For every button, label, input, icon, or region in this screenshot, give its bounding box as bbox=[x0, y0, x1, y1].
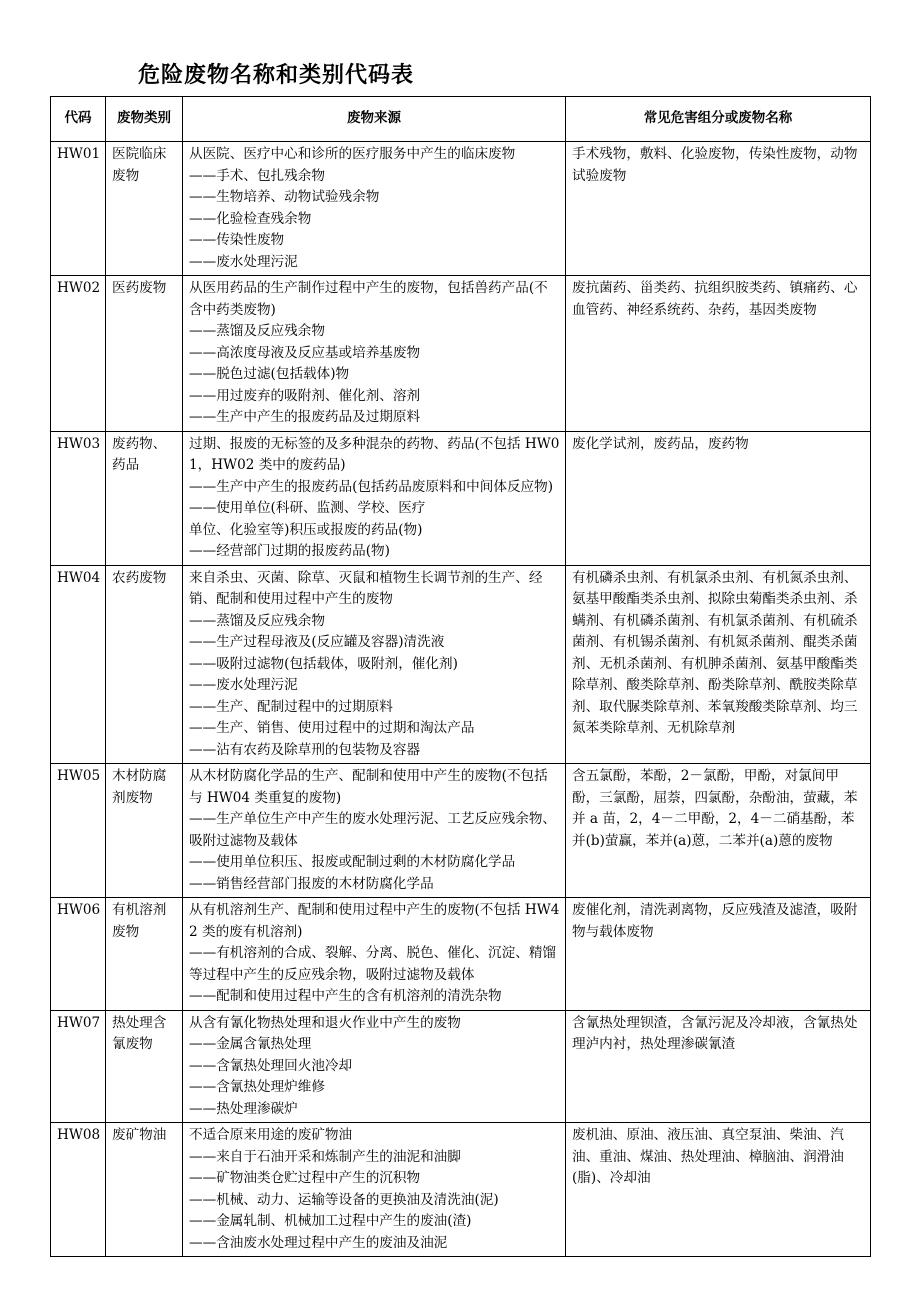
table-row bbox=[51, 142, 871, 276]
source-line: ——生产单位生产中产生的废水处理污泥、工艺反应残余物、吸附过滤物及载体 bbox=[189, 811, 557, 849]
source-line: 来自杀虫、灭菌、除草、灭鼠和植物生长调节剂的生产、经销、配制和使用过程中产生的废物 bbox=[189, 569, 543, 607]
source-line: ——蒸馏及反应残余物 bbox=[189, 612, 325, 629]
table-row bbox=[51, 565, 871, 764]
cell-source bbox=[183, 898, 566, 1011]
source-line: ——生物培养、动物试验残余物 bbox=[189, 189, 380, 205]
table-row bbox=[51, 898, 871, 1011]
header-source: 废物来源 bbox=[183, 97, 566, 142]
source-line: ——矿物油类仓贮过程中产生的沉积物 bbox=[189, 1170, 421, 1186]
table-row bbox=[51, 764, 871, 898]
cell-components: 废机油、原油、液压油、真空泵油、柴油、汽油、重油、煤油、热处理油、樟脑油、润滑油(脂)、冷却油 bbox=[566, 1123, 871, 1257]
cell-components: 手术残物，敷料、化验废物，传染性废物，动物试验废物 bbox=[566, 142, 871, 276]
source-line: 从医用药品的生产制作过程中产生的废物，包括兽药产品(不含中药类废物) bbox=[189, 280, 548, 318]
hazardous-waste-table bbox=[50, 96, 871, 1257]
cell-category: 热处理含氰废物 bbox=[106, 1010, 183, 1123]
cell-components: 有机磷杀虫剂、有机氯杀虫剂、有机氮杀虫剂、氨基甲酸酯类杀虫剂、拟除虫菊酯类杀虫剂、杀螨剂、有机磷杀菌剂、有机氯杀菌剂、有机硫杀菌剂、有机锡杀菌剂、有机氮杀菌剂、醌类杀菌剂、无机杀菌剂、有机胂杀菌剂、氨基甲酸酯类除草剂、酸类除草剂、酚类除草剂、酰胺类除草剂、取代脲类除草剂、苯氧羧酸类除草剂、均三氮苯类除草剂、无机除草剂 bbox=[566, 565, 871, 764]
cell-components: 废化学试剂，废药品，废药物 bbox=[566, 431, 871, 565]
cell-code: HW05 bbox=[51, 764, 106, 898]
source-line: ——来自于石油开采和炼制产生的油泥和油脚 bbox=[189, 1148, 461, 1165]
source-line: ——高浓度母液及反应基或培养基废物 bbox=[189, 344, 421, 361]
table-row bbox=[51, 1010, 871, 1123]
source-line: ——废水处理污泥 bbox=[189, 677, 298, 693]
cell-category: 废药物、药品 bbox=[106, 431, 183, 565]
cell-category: 农药废物 bbox=[106, 565, 183, 764]
source-line: 不适合原来用途的废矿物油 bbox=[189, 1127, 353, 1143]
cell-code: HW07 bbox=[51, 1010, 106, 1123]
cell-components: 废催化剂，清洗剥离物，反应残渣及滤渣，吸附物与载体废物 bbox=[566, 898, 871, 1011]
cell-code: HW02 bbox=[51, 276, 106, 432]
source-line: ——化验检查残余物 bbox=[189, 210, 312, 227]
source-line: ——机械、动力、运输等设备的更换油及清洗油(泥) bbox=[189, 1191, 499, 1208]
cell-category: 有机溶剂废物 bbox=[106, 898, 183, 1011]
source-line: ——有机溶剂的合成、裂解、分离、脱色、催化、沉淀、精馏等过程中产生的反应残余物，吸附过滤物及载体 bbox=[189, 945, 557, 983]
cell-category: 废矿物油 bbox=[106, 1123, 183, 1257]
source-line: 过期、报废的无标签的及多种混杂的药物、药品(不包括 HW01，HW02 类中的废药品) bbox=[189, 435, 560, 473]
source-line: ——脱色过滤(包括载体)物 bbox=[189, 366, 350, 382]
source-line: ——生产、配制过程中的过期原料 bbox=[189, 698, 393, 715]
source-line: ——吸附过滤物(包括载体，吸附剂，催化剂) bbox=[189, 655, 458, 672]
source-line: ——销售经营部门报废的木材防腐化学品 bbox=[189, 875, 434, 892]
source-line: ——生产过程母液及(反应罐及容器)清洗液 bbox=[189, 634, 445, 650]
source-line: ——使用单位积压、报废或配制过剩的木材防腐化学品 bbox=[189, 854, 516, 870]
table-row bbox=[51, 431, 871, 565]
source-line: ——使用单位(科研、监测、学校、医疗 bbox=[189, 500, 426, 516]
cell-source bbox=[183, 1123, 566, 1257]
cell-category: 医院临床废物 bbox=[106, 142, 183, 276]
table-body bbox=[51, 142, 871, 1257]
cell-source bbox=[183, 276, 566, 432]
header-category: 废物类别 bbox=[106, 97, 183, 142]
page-title: 危险废物名称和类别代码表 bbox=[138, 63, 415, 88]
cell-source bbox=[183, 431, 566, 565]
source-line: ——生产、销售、使用过程中的过期和淘汰产品 bbox=[189, 720, 475, 736]
cell-code: HW01 bbox=[51, 142, 106, 276]
cell-source bbox=[183, 1010, 566, 1123]
table-header-row bbox=[51, 97, 871, 142]
source-line: 从有机溶剂生产、配制和使用过程中产生的废物(不包括 HW42 类的废有机溶剂) bbox=[189, 902, 560, 940]
cell-category: 木材防腐剂废物 bbox=[106, 764, 183, 898]
source-line: ——蒸馏及反应残余物 bbox=[189, 323, 325, 339]
source-line: ——金属含氰热处理 bbox=[189, 1036, 312, 1052]
source-line: ——金属轧制、机械加工过程中产生的废油(渣) bbox=[189, 1213, 472, 1229]
source-line: ——手术、包扎残余物 bbox=[189, 167, 325, 184]
source-line: ——沾有农药及除草刑的包装物及容器 bbox=[189, 741, 421, 758]
table-row bbox=[51, 276, 871, 432]
source-line: ——含氰热处理炉维修 bbox=[189, 1079, 325, 1095]
table-row bbox=[51, 1123, 871, 1257]
header-code: 代码 bbox=[51, 97, 106, 142]
source-line: ——生产中产生的报废药品及过期原料 bbox=[189, 409, 421, 425]
source-line: ——热处理渗碳炉 bbox=[189, 1100, 298, 1117]
source-line: 从医院、医疗中心和诊所的医疗服务中产生的临床废物 bbox=[189, 146, 516, 162]
source-line: ——含氰热处理回火池冷却 bbox=[189, 1057, 353, 1074]
cell-code: HW04 bbox=[51, 565, 106, 764]
cell-source bbox=[183, 565, 566, 764]
source-line: 从含有氰化物热处理和退火作业中产生的废物 bbox=[189, 1014, 461, 1031]
cell-components: 废抗菌药、甾类药、抗组织胺类药、镇痛药、心血管药、神经系统药、杂药，基因类废物 bbox=[566, 276, 871, 432]
cell-components: 含氰热处理钡渣，含氰污泥及冷却液，含氰热处理泸内衬，热处理渗碳氰渣 bbox=[566, 1010, 871, 1123]
cell-code: HW06 bbox=[51, 898, 106, 1011]
cell-code: HW08 bbox=[51, 1123, 106, 1257]
header-components: 常见危害组分或废物名称 bbox=[566, 97, 871, 142]
cell-code: HW03 bbox=[51, 431, 106, 565]
source-line: ——配制和使用过程中产生的含有机溶剂的清洗杂物 bbox=[189, 988, 502, 1004]
source-line: ——含油废水处理过程中产生的废油及油泥 bbox=[189, 1234, 448, 1251]
cell-category: 医药废物 bbox=[106, 276, 183, 432]
source-line: ——用过废弃的吸附剂、催化剂、溶剂 bbox=[189, 387, 421, 404]
cell-source bbox=[183, 764, 566, 898]
source-line: ——传染性废物 bbox=[189, 232, 285, 248]
source-line: ——经营部门过期的报废药品(物) bbox=[189, 543, 390, 559]
source-line: ——废水处理污泥 bbox=[189, 253, 298, 270]
source-line: ——生产中产生的报废药品(包括药品废原料和中间体反应物) bbox=[189, 478, 554, 495]
cell-components: 含五氯酚，苯酚，2－氯酚，甲酚，对氯间甲酚，三氯酚，屈萘，四氯酚，杂酚油，萤藏，苯并 a 苗，2，4－二甲酚，2，4－二硝基酚，苯并(b)萤赢，苯并(a)蒽，二苯并(a)蒽的废物 bbox=[566, 764, 871, 898]
source-line: 从木材防腐化学品的生产、配制和使用中产生的废物(不包括与 HW04 类重复的废物) bbox=[189, 768, 548, 806]
source-line: 单位、化验室等)积压或报废的药品(物) bbox=[189, 521, 423, 538]
cell-source bbox=[183, 142, 566, 276]
